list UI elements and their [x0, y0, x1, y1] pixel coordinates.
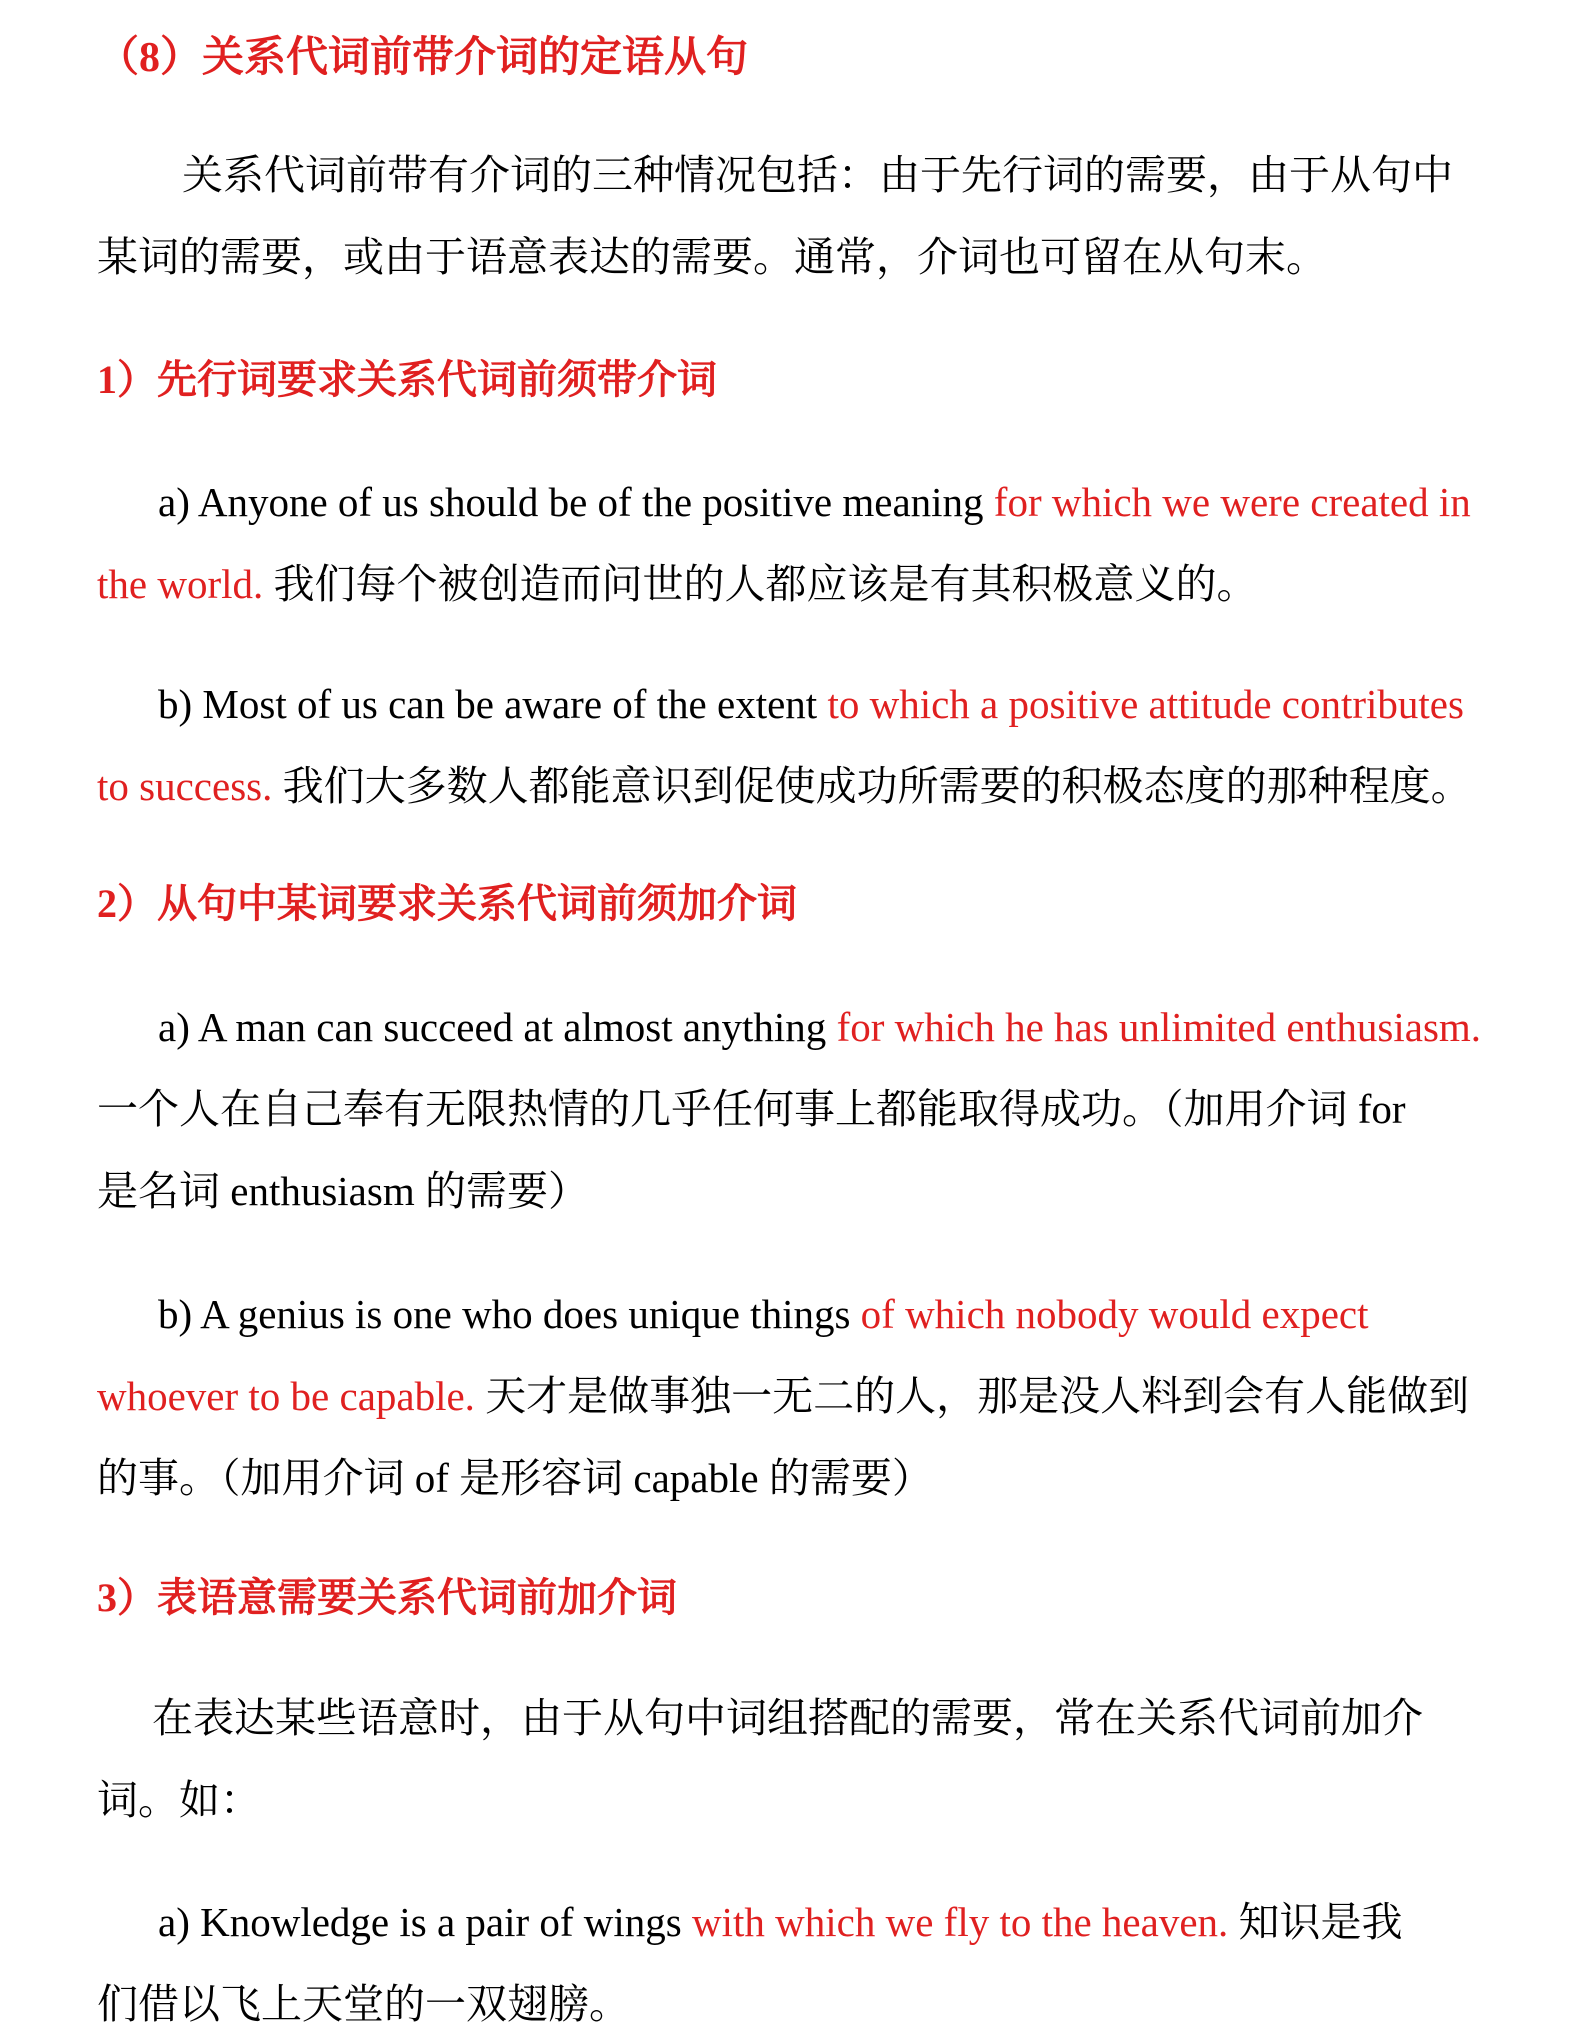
english-sentence: b) A genius is one who does unique things	[158, 1291, 851, 1337]
example-line	[97, 1161, 1537, 1221]
relative-clause: whoever to be capable.	[97, 1373, 475, 1419]
example-line	[97, 1366, 1537, 1426]
example-2a	[97, 997, 1537, 1221]
heading-line: 2）从句中某词要求关系代词前须加介词	[97, 881, 797, 926]
intro-paragraph	[97, 145, 1537, 287]
chinese-translation: 天才是做事独一无二的人，那是没人料到会有人能做到	[485, 1373, 1470, 1419]
english-sentence: b) Most of us can be aware of the extent	[158, 681, 818, 727]
section-heading-3	[97, 1568, 1537, 1628]
title-line: （8）关系代词前带介词的定语从句	[97, 35, 749, 81]
example-line	[97, 1079, 1537, 1139]
relative-clause: of which nobody would expect	[860, 1291, 1369, 1337]
example-2b	[97, 1284, 1537, 1508]
paragraph-line: 词。如：	[97, 1777, 261, 1823]
english-sentence: a) A man can succeed at almost anything	[158, 1004, 827, 1050]
document-title	[97, 28, 1537, 88]
relative-clause: for which we were created in	[993, 479, 1471, 525]
heading-line: 1）先行词要求关系代词前须带介词	[97, 357, 717, 402]
relative-clause: to which a positive attitude contributes	[827, 681, 1464, 727]
english-sentence: a) Anyone of us should be of the positive meaning	[158, 479, 984, 525]
relative-clause: for which he has unlimited enthusiasm.	[836, 1004, 1482, 1050]
heading-line: 3）表语意需要关系代词前加介词	[97, 1575, 677, 1620]
chinese-translation: 我们大多数人都能意识到促使成功所需要的积极态度的那种程度。	[282, 763, 1472, 809]
example-1b	[97, 674, 1537, 816]
paragraph-line: 关系代词前带有介词的三种情况包括：由于先行词的需要，由于从句中	[182, 152, 1453, 198]
paragraph-line: 某词的需要，或由于语意表达的需要。通常，介词也可留在从句末。	[97, 234, 1327, 280]
example-line	[97, 472, 1537, 532]
section-3-intro-paragraph	[97, 1688, 1537, 1830]
paragraph-line: 在表达某些语意时，由于从句中词组搭配的需要，常在关系代词前加介	[152, 1695, 1423, 1741]
chinese-translation: 知识是我	[1238, 1899, 1403, 1945]
relative-clause: the world.	[97, 561, 264, 607]
chinese-translation: 的事。	[97, 1455, 220, 1501]
example-line	[97, 554, 1537, 614]
section-heading-2	[97, 874, 1537, 934]
english-sentence: a) Knowledge is a pair of wings	[158, 1899, 682, 1945]
relative-clause: to success.	[97, 763, 273, 809]
example-line	[97, 1284, 1537, 1344]
chinese-translation: 一个人在自己奉有无限热情的几乎任何事上都能取得成功。	[97, 1086, 1163, 1132]
example-line	[97, 1892, 1537, 1952]
example-line	[97, 1974, 1537, 2034]
example-1a	[97, 472, 1537, 614]
example-line	[97, 674, 1537, 734]
grammar-note: 是名词 enthusiasm 的需要）	[97, 1168, 589, 1214]
grammar-note: （加用介词 for	[1163, 1086, 1406, 1132]
example-line	[97, 997, 1537, 1057]
grammar-note: （加用介词 of 是形容词 capable 的需要）	[220, 1455, 933, 1501]
example-line	[97, 756, 1537, 816]
chinese-translation: 们借以飞上天堂的一双翅膀。	[97, 1981, 630, 2027]
example-3a	[97, 1892, 1537, 2034]
chinese-translation: 我们每个被创造而问世的人都应该是有其积极意义的。	[273, 561, 1258, 607]
section-heading-1	[97, 350, 1537, 410]
relative-clause: with which we fly to the heaven.	[692, 1899, 1229, 1945]
example-line	[97, 1448, 1537, 1508]
